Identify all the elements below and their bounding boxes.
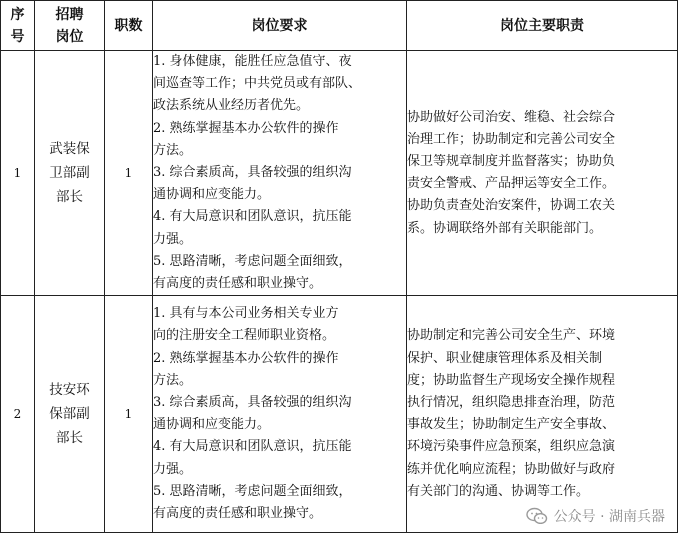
row-count: 1 [105, 296, 153, 533]
header-position: 招聘 岗位 [35, 1, 105, 51]
row-index: 1 [1, 51, 35, 296]
header-duties: 岗位主要职责 [407, 1, 678, 51]
row-position: 技安环 保部副 部长 [35, 296, 105, 533]
watermark [526, 506, 665, 526]
row-duties: 协助制定和完善公司安全生产、环境 保护、职业健康管理体系及相关制 度；协助监督生产现场安全操作规程 执行情况，组织隐患排查治理，防范 事故发生；协助制定生产安全事故、 环境污染事件应急预案，组织应急演 练并优化响应流程；协助做好与政府 有关部门的沟通、协调等工作。 [407, 296, 678, 533]
row-requirements: 1. 具有与本公司业务相关专业方 向的注册安全工程师职业资格。 2. 熟练掌握基本办公软件的操作 方法。 3. 综合素质高，具备较强的组织沟 通协调和应变能力。 4. 有大局意识和团队意识，抗压能 力强。 5. 思路清晰，考虑问题全面细致， 有高度的责任感和职业操守。 [153, 296, 407, 533]
table-row [1, 51, 678, 296]
wechat-icon [526, 507, 548, 525]
row-duties: 协助做好公司治安、维稳、社会综合 治理工作；协助制定和完善公司安全 保卫等规章制度并监督落实；协助负 责安全警戒、产品押运等安全工作。 协助负责查处治安案件，协调工农关 系。协调联络外部有关职能部门。 [407, 51, 678, 296]
row-position: 武装保 卫部副 部长 [35, 51, 105, 296]
header-index: 序 号 [1, 1, 35, 51]
watermark-text: 公众号 · 湖南兵器 [553, 509, 665, 525]
header-requirements: 岗位要求 [153, 1, 407, 51]
table-row [1, 296, 678, 533]
header-count: 职数 [105, 1, 153, 51]
row-requirements: 1. 身体健康，能胜任应急值守、夜 间巡查等工作；中共党员或有部队、 政法系统从业经历者优先。 2. 熟练掌握基本办公软件的操作 方法。 3. 综合素质高，具备较强的组织沟 通协调和应变能力。 4. 有大局意识和团队意识，抗压能 力强。 5. 思路清晰，考虑问题全面细致， 有高度的责任感和职业操守。 [153, 51, 407, 296]
table-header-row [1, 1, 678, 51]
row-index: 2 [1, 296, 35, 533]
row-count: 1 [105, 51, 153, 296]
